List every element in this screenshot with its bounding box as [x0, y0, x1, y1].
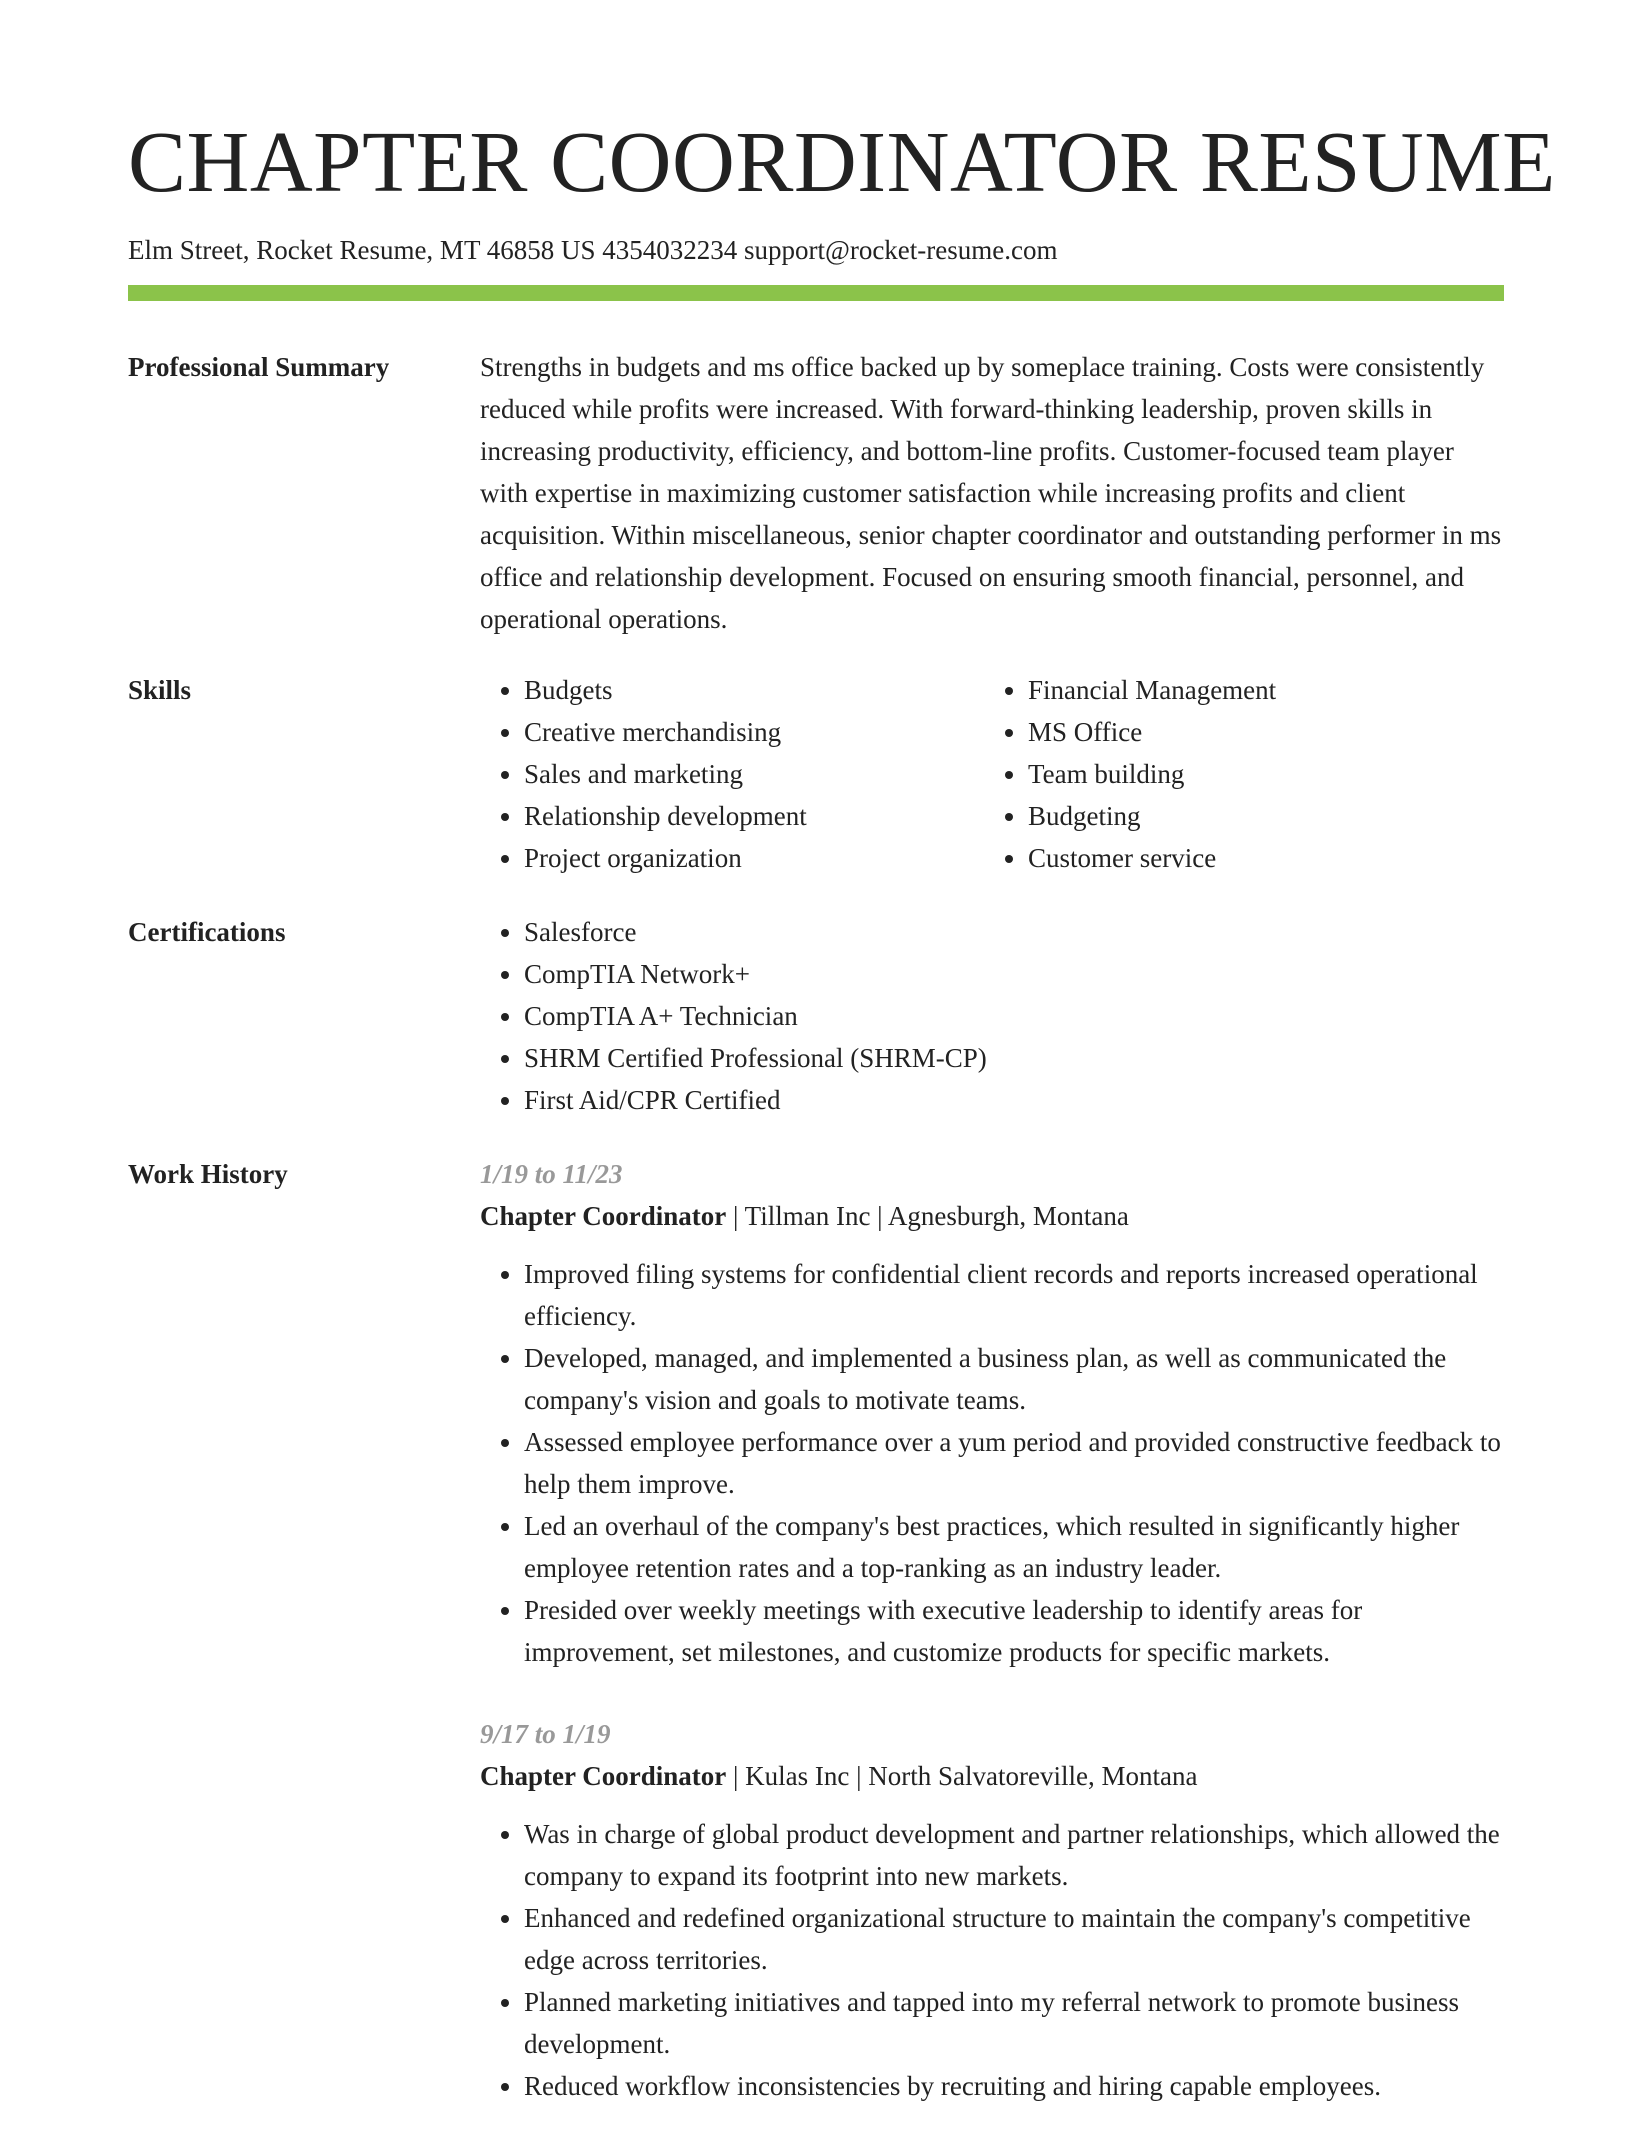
section-title-certifications: Certifications — [128, 917, 286, 947]
certification-item: • First Aid/CPR Certified — [524, 1079, 1504, 1121]
skill-item: • Creative merchandising — [524, 711, 984, 753]
skills-column-right — [984, 669, 1488, 879]
certification-item: • CompTIA Network+ — [524, 953, 1504, 995]
job-bullet: • Developed, managed, and implemented a business plan, as well as communicated the company's vision and goals to motivate teams. — [524, 1337, 1504, 1421]
summary-body — [480, 346, 1504, 640]
skill-item: • MS Office — [1028, 711, 1488, 753]
accent-divider — [128, 285, 1504, 301]
job-heading — [480, 1755, 1504, 1797]
skills-column-left — [480, 669, 984, 879]
job-bullet: • Enhanced and redefined organizational structure to maintain the company's competitive edge across territories. — [524, 1897, 1504, 1981]
skill-item: • Team building — [1028, 753, 1488, 795]
skill-item: • Budgeting — [1028, 795, 1488, 837]
job-bullet: • Reduced workflow inconsistencies by recruiting and hiring capable employees. — [524, 2065, 1504, 2107]
job-entry — [480, 1713, 1504, 2107]
work-history-body — [480, 1153, 1504, 2147]
job-details: | Kulas Inc | North Salvatoreville, Montana — [726, 1761, 1198, 1791]
summary-text: Strengths in budgets and ms office backed up by someplace training. Costs were consistently reduced while profits were increased. With forward-thinking leadership, proven skills in increasing productivity, efficiency, and bottom-line profits. Customer-focused team player with expertise in maximizing customer satisfaction while increasing profits and client acquisition. Within miscellaneous, senior chapter coordinator and outstanding performer in ms office and relationship development. Focused on ensuring smooth financial, personnel, and operational operations. — [480, 352, 1502, 634]
job-bullet: • Led an overhaul of the company's best practices, which resulted in significantly higher employee retention rates and a top-ranking as an industry leader. — [524, 1505, 1504, 1589]
certification-item: • Salesforce — [524, 911, 1504, 953]
skill-item: • Budgets — [524, 669, 984, 711]
skill-item: • Project organization — [524, 837, 984, 879]
job-title: Chapter Coordinator — [480, 1201, 727, 1231]
job-heading — [480, 1195, 1504, 1237]
certifications-body — [480, 911, 1504, 1121]
skills-grid — [480, 669, 1504, 879]
section-title-skills: Skills — [128, 675, 192, 705]
contact-info: Elm Street, Rocket Resume, MT 46858 US 4354032234 support@rocket-resume.com — [128, 235, 1058, 265]
skill-item: • Financial Management — [1028, 669, 1488, 711]
skill-item: • Customer service — [1028, 837, 1488, 879]
job-entry — [480, 1153, 1504, 1673]
skill-item: • Sales and marketing — [524, 753, 984, 795]
job-title: Chapter Coordinator — [480, 1761, 727, 1791]
job-dates: 1/19 to 11/23 — [480, 1159, 623, 1189]
job-bullet: • Planned marketing initiatives and tapped into my referral network to promote business development. — [524, 1981, 1504, 2065]
job-details: | Tillman Inc | Agnesburgh, Montana — [726, 1201, 1129, 1231]
certification-item: • SHRM Certified Professional (SHRM-CP) — [524, 1037, 1504, 1079]
section-title-summary: Professional Summary — [128, 352, 390, 382]
job-dates: 9/17 to 1/19 — [480, 1719, 611, 1749]
job-bullet: • Improved filing systems for confidential client records and reports increased operational efficiency. — [524, 1253, 1504, 1337]
certification-item: • CompTIA A+ Technician — [524, 995, 1504, 1037]
job-bullet: • Was in charge of global product development and partner relationships, which allowed the company to expand its footprint into new markets. — [524, 1813, 1504, 1897]
job-bullet: • Assessed employee performance over a yum period and provided constructive feedback to help them improve. — [524, 1421, 1504, 1505]
skill-item: • Relationship development — [524, 795, 984, 837]
section-title-work-history: Work History — [128, 1159, 288, 1189]
job-bullet: • Presided over weekly meetings with executive leadership to identify areas for improvement, set milestones, and customize products for specific markets. — [524, 1589, 1504, 1673]
resume-title: CHAPTER COORDINATOR RESUME — [128, 113, 1556, 210]
